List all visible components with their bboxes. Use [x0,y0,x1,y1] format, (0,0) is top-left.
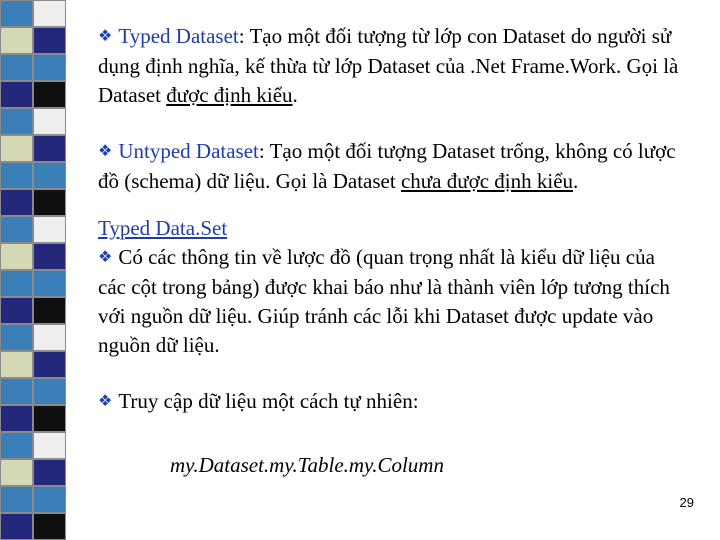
diamond-bullet-icon: ❖ [98,141,113,160]
typed-dataset-text: : Tạo một đối tượng từ lớp con Dataset do người sử dụng định nghĩa, kế thừa từ lớp Dataset của .Net Frame.Work. Gọi là Dataset [98,24,679,107]
typed-dataset-underlined: được định kiểu [166,83,293,107]
strip-square [33,459,66,486]
diamond-bullet-icon: ❖ [98,247,113,266]
strip-square [33,243,66,270]
untyped-dataset-paragraph [98,137,688,196]
strip-square [33,513,66,540]
strip-square [0,54,33,81]
untyped-dataset-underlined: chưa được định kiểu [400,169,574,193]
slide-content [98,22,688,480]
page-number: 29 [679,495,694,510]
strip-square [33,378,66,405]
strip-square [0,351,33,378]
strip-square [0,378,33,405]
strip-square [0,486,33,513]
diamond-bullet-icon: ❖ [98,391,113,410]
strip-square [33,54,66,81]
strip-square [0,216,33,243]
strip-square [0,405,33,432]
typed-dataset-heading: Typed Data.Set [98,216,228,240]
strip-square [33,270,66,297]
strip-square [33,189,66,216]
strip-square [33,81,66,108]
strip-square [33,405,66,432]
strip-square [33,108,66,135]
strip-square [33,324,66,351]
untyped-dataset-term: Untyped Dataset [118,139,259,163]
strip-square [0,459,33,486]
strip-square [33,486,66,513]
strip-square [0,162,33,189]
typed-dataset-end: . [292,83,298,107]
strip-square [0,270,33,297]
strip-square [33,162,66,189]
code-example: my.Dataset.my.Table.my.Column [170,453,444,477]
strip-square [0,0,33,27]
untyped-dataset-end: . [573,169,579,193]
strip-square [33,432,66,459]
untyped-dataset-text: : Tạo một đối tượng Dataset trống, không có lược đồ (schema) dữ liệu. Gọi là Dataset [98,139,676,193]
strip-square [0,108,33,135]
strip-square [0,27,33,54]
strip-square [33,135,66,162]
typed-dataset-term: Typed Dataset [118,24,239,48]
strip-square [0,432,33,459]
diamond-bullet-icon: ❖ [98,26,113,45]
schema-info-text: Có các thông tin về lược đồ (quan trọng nhất là kiểu dữ liệu của các cột trong bảng) được khai báo như là thành viên lớp tương thích với nguồn dữ liệu. Giúp tránh các lỗi khi Dataset được update vào nguồn dữ liệu. [98,245,670,357]
decorative-square-strip [0,0,66,540]
typed-dataset-paragraph [98,22,688,110]
strip-square [33,27,66,54]
strip-square [0,297,33,324]
strip-square [0,513,33,540]
strip-square [0,81,33,108]
schema-info-paragraph [98,243,688,360]
strip-square [0,324,33,351]
strip-square [33,216,66,243]
strip-square [33,351,66,378]
strip-square [0,189,33,216]
strip-square [0,135,33,162]
natural-access-paragraph [98,387,688,417]
strip-square [33,297,66,324]
strip-square [0,243,33,270]
strip-square [33,0,66,27]
natural-access-text: Truy cập dữ liệu một cách tự nhiên: [118,389,419,413]
